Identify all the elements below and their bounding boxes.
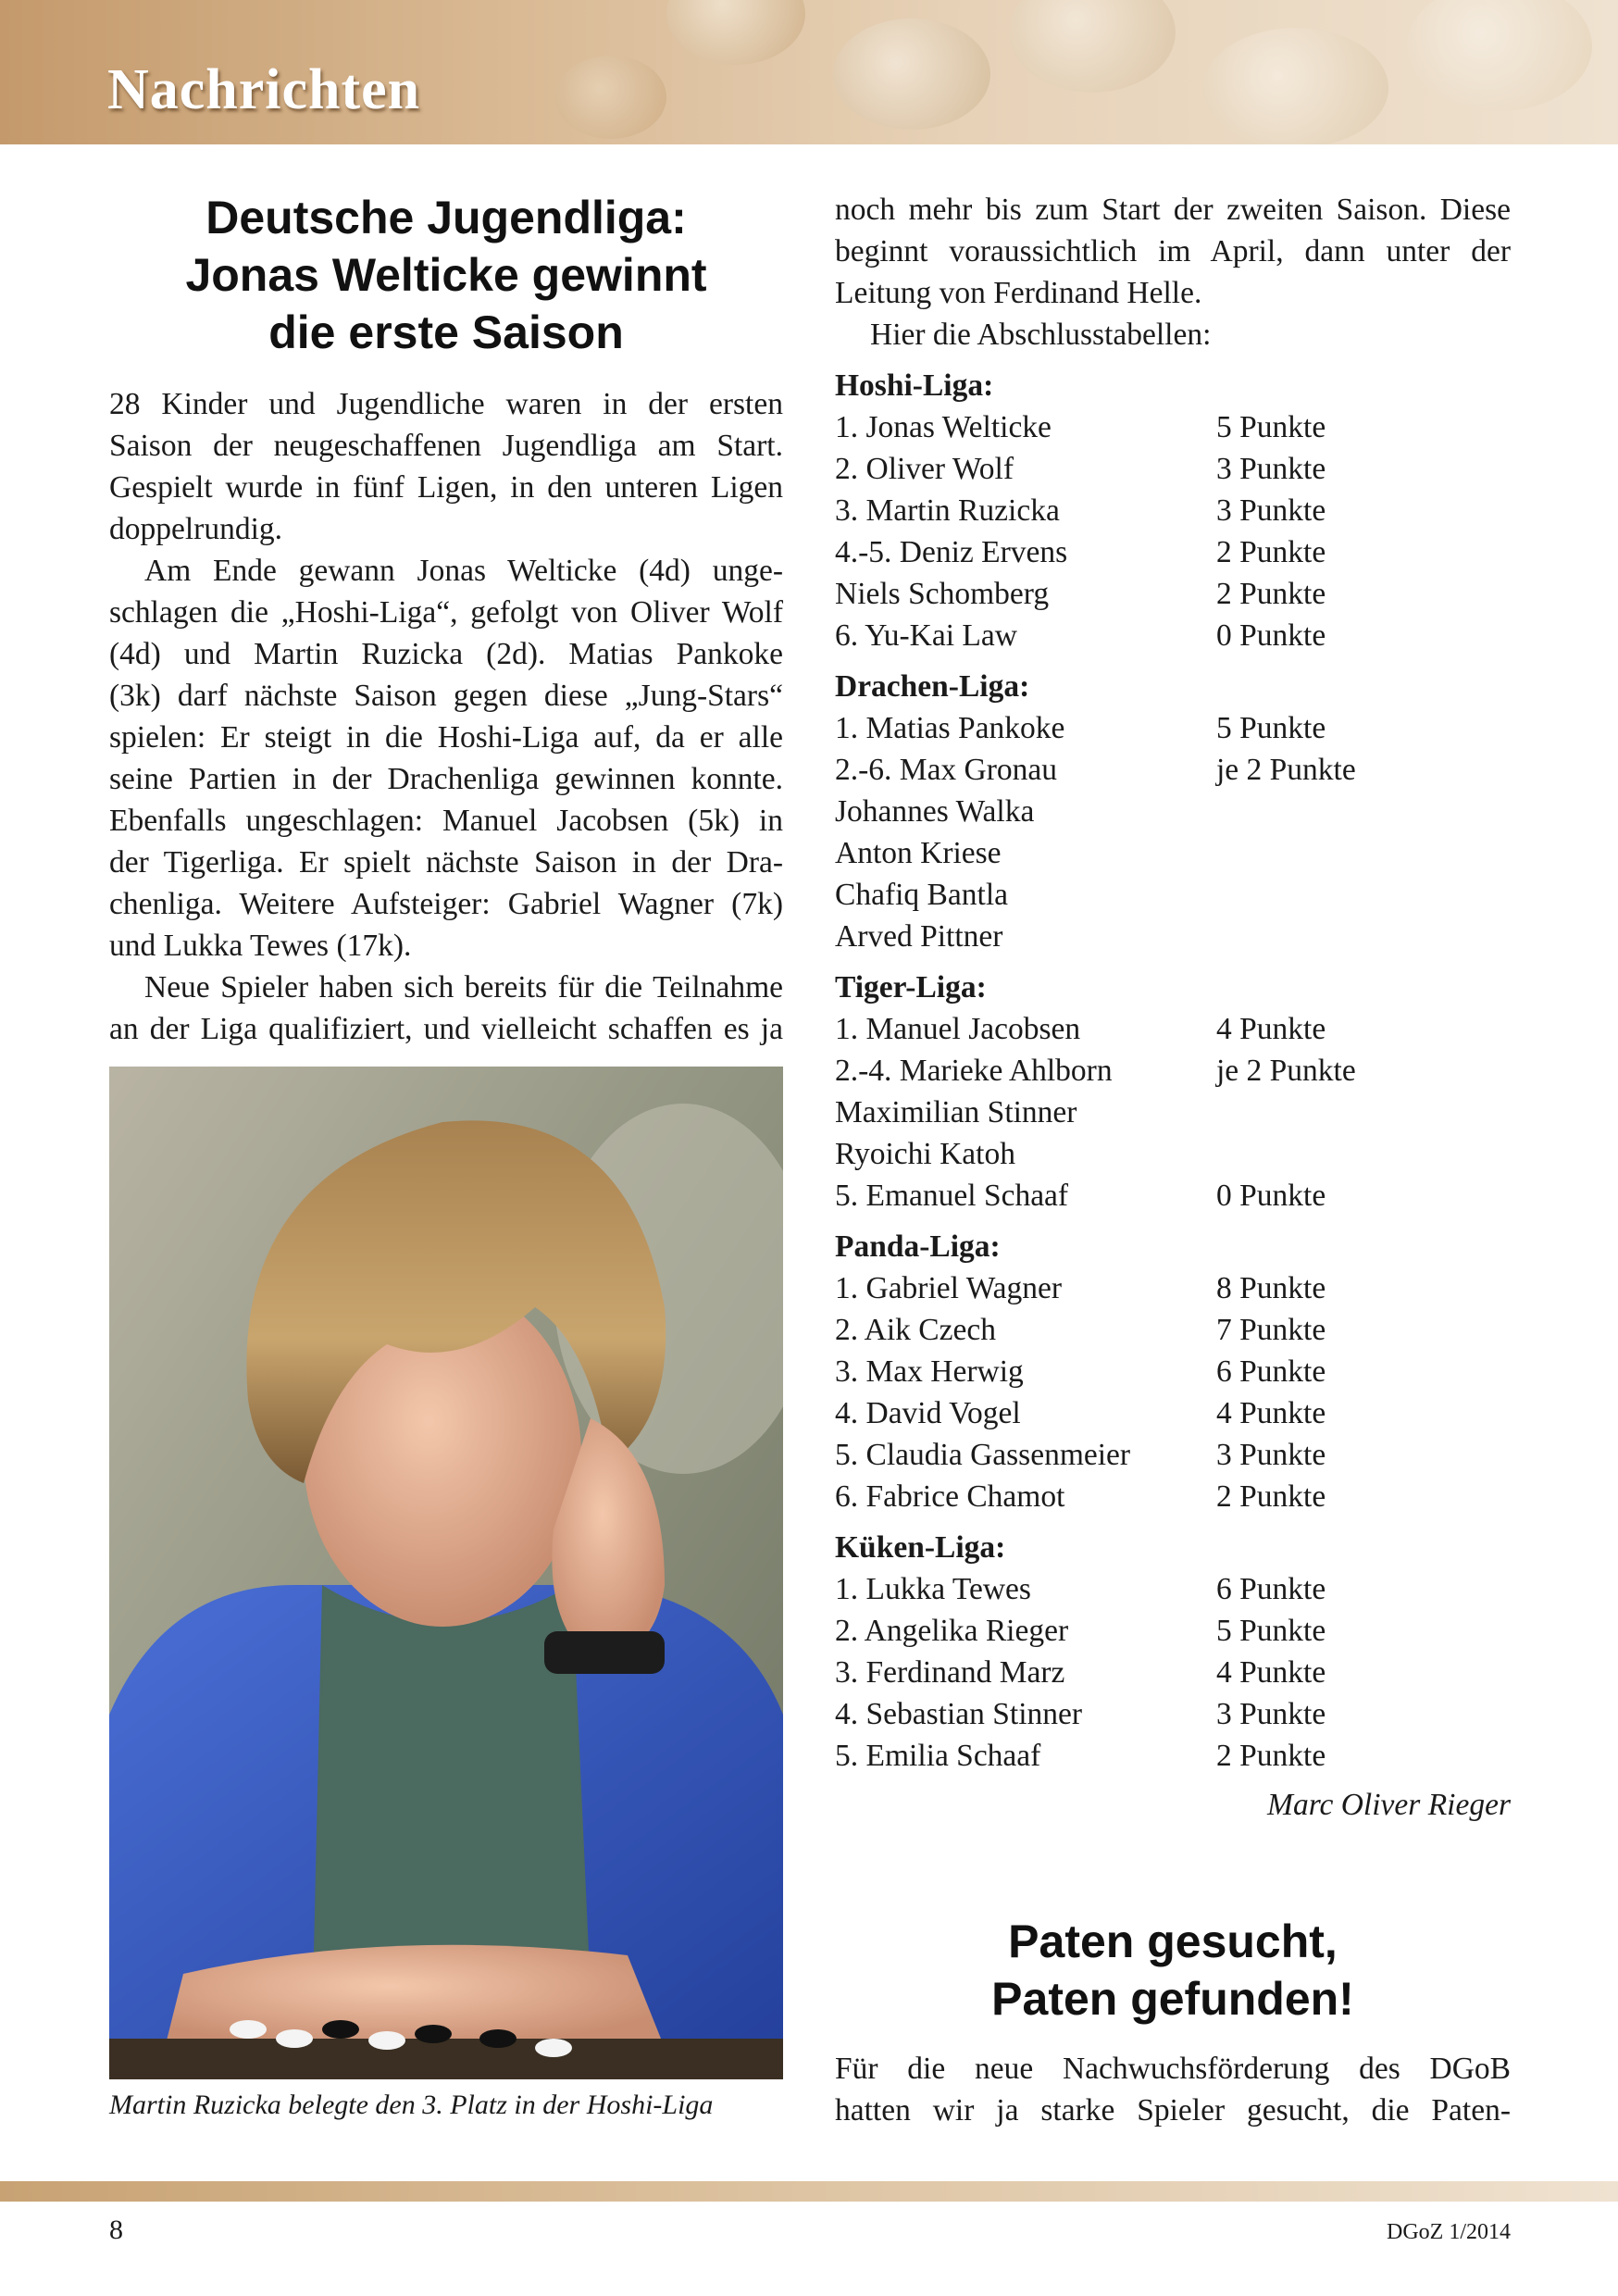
player-name: 3. Max Herwig [835,1354,1024,1389]
league-heading: Tiger-Liga: [835,970,987,1004]
text-line: Gespielt wurde in fünf Ligen, in den unteren Ligen [109,470,783,505]
text-line: Hier die Abschlusstabellen: [870,318,1212,352]
article-body-right [835,189,1511,1826]
player-name: Anton Kriese [835,836,1002,870]
player-points: 5 Punkte [1216,711,1326,745]
player-name: Johannes Walka [835,794,1035,829]
text-line: an der Liga qualifiziert, und vielleicht schaffen es ja [109,1012,783,1046]
text-line: beginnt voraussichtlich im April, dann unter der [835,234,1511,268]
table-row [835,1652,1511,1693]
article-title-line: Deutsche Jugendliga: [205,192,687,243]
player-points: 2 Punkte [1216,577,1326,611]
article-title [109,189,783,361]
article-author: Marc Oliver Rieger [1267,1788,1511,1822]
player-points: 4 Punkte [1216,1396,1326,1430]
player-points: 6 Punkte [1216,1354,1326,1389]
player-points: 3 Punkte [1216,1438,1326,1472]
player-name: 3. Ferdinand Marz [835,1655,1065,1690]
table-row [835,1175,1511,1217]
player-points: 5 Punkte [1216,410,1326,444]
league-table [835,967,1511,1217]
player-name: 3. Martin Ruzicka [835,493,1060,528]
league-table [835,1527,1511,1777]
table-row [835,1693,1511,1735]
text-line: Ebenfalls ungeschlagen: Manuel Jacobsen (5k) in [109,804,783,838]
player-name: 1. Gabriel Wagner [835,1271,1063,1305]
player-name: 2.-4. Marieke Ahlborn [835,1054,1113,1088]
article-title-line: Jonas Welticke gewinnt [185,249,707,301]
table-row [835,791,1511,832]
player-points: 2 Punkte [1216,535,1326,569]
article2-title-line: Paten gesucht, [1008,1915,1338,1967]
league-heading: Küken-Liga: [835,1530,1006,1565]
player-name: Niels Schomberg [835,577,1050,611]
table-row [835,1392,1511,1434]
player-name: 1. Matias Pankoke [835,711,1065,745]
player-name: 5. Emilia Schaaf [835,1739,1041,1773]
player-points: 0 Punkte [1216,1179,1326,1213]
league-heading: Hoshi-Liga: [835,368,994,403]
player-points: 5 Punkte [1216,1614,1326,1648]
player-points: je 2 Punkte [1216,753,1356,787]
table-row [835,1610,1511,1652]
player-name: 1. Jonas Welticke [835,410,1052,444]
table-row [835,707,1511,749]
text-line: Für die neue Nachwuchsförderung des DGoB [835,2052,1511,2086]
table-row [835,1133,1511,1175]
league-table [835,365,1511,656]
section-header [0,0,1618,144]
table-row [835,490,1511,531]
player-points: 2 Punkte [1216,1479,1326,1514]
player-name: Ryoichi Katoh [835,1137,1015,1171]
player-name: 4.-5. Deniz Ervens [835,535,1068,569]
player-name: Maximilian Stinner [835,1095,1077,1129]
player-name: 5. Emanuel Schaaf [835,1179,1069,1213]
text-line: Leitung von Ferdinand Helle. [835,276,1202,310]
player-points: 0 Punkte [1216,618,1326,653]
text-line: (3k) darf nächste Saison gegen diese „Jung-Stars“ [109,679,783,713]
league-heading: Drachen-Liga: [835,669,1030,704]
table-row [835,1434,1511,1476]
table-row [835,1351,1511,1392]
text-line: der Tigerliga. Er spielt nächste Saison in der Dra- [109,845,783,880]
issue-label: DGoZ 1/2014 [1387,2220,1511,2244]
text-line: und Lukka Tewes (17k). [109,929,412,963]
table-row [835,1008,1511,1050]
coin-decoration [833,19,990,130]
player-points: 2 Punkte [1216,1739,1326,1773]
article-photo [109,1067,783,2079]
table-row [835,573,1511,615]
article-title-line: die erste Saison [268,306,624,358]
text-line: spielen: Er steigt in die Hoshi-Liga auf, da er alle [109,720,783,755]
photo-caption: Martin Ruzicka belegte den 3. Platz in der Hoshi-Liga [109,2090,714,2120]
text-line: Am Ende gewann Jonas Welticke (4d) unge- [144,554,783,588]
table-row [835,1267,1511,1309]
text-line: noch mehr bis zum Start der zweiten Saison. Diese [835,193,1511,227]
player-name: 2. Oliver Wolf [835,452,1014,486]
article-body-left [109,383,783,1050]
player-name: Arved Pittner [835,919,1003,954]
table-row [835,1092,1511,1133]
text-line: seine Partien in der Drachenliga gewinnen konnte. [109,762,783,796]
article2-title-line: Paten gefunden! [991,1973,1354,2025]
coin-decoration [555,56,666,139]
player-name: 4. David Vogel [835,1396,1021,1430]
section-title: Nachrichten [107,58,421,121]
player-name: 5. Claudia Gassenmeier [835,1438,1131,1472]
table-row [835,531,1511,573]
player-points: 4 Punkte [1216,1655,1326,1690]
player-name: 6. Yu-Kai Law [835,618,1017,653]
text-line: Saison der neugeschaffenen Jugendliga am Start. [109,429,783,463]
player-points: 3 Punkte [1216,493,1326,528]
coin-decoration [1203,28,1388,144]
player-name: 6. Fabrice Chamot [835,1479,1065,1514]
player-points: 4 Punkte [1216,1012,1326,1046]
player-points: 8 Punkte [1216,1271,1326,1305]
player-points: 3 Punkte [1216,452,1326,486]
photo-illustration [109,1067,783,2079]
table-row [835,916,1511,957]
table-row [835,615,1511,656]
league-table [835,666,1511,957]
page-number: 8 [109,2215,123,2245]
league-table [835,1226,1511,1517]
player-name: 2. Angelika Rieger [835,1614,1069,1648]
table-row [835,1568,1511,1610]
article2-body [835,2048,1511,2131]
player-points: 3 Punkte [1216,1697,1326,1731]
table-row [835,1309,1511,1351]
league-heading: Panda-Liga: [835,1229,1001,1264]
player-name: Chafiq Bantla [835,878,1008,912]
table-row [835,406,1511,448]
table-row [835,1476,1511,1517]
coin-decoration [1407,0,1592,111]
text-line: doppelrundig. [109,512,283,546]
table-row [835,1050,1511,1092]
table-row [835,832,1511,874]
text-line: (4d) und Martin Ruzicka (2d). Matias Pankoke [109,637,783,671]
text-line: Neue Spieler haben sich bereits für die Teilnahme [144,970,783,1004]
table-row [835,874,1511,916]
player-name: 1. Lukka Tewes [835,1572,1031,1606]
footer-band [0,2181,1618,2202]
table-row [835,1735,1511,1777]
text-line: chenliga. Weitere Aufsteiger: Gabriel Wagner (7k) [109,887,783,921]
coin-decoration [1009,0,1176,93]
player-points: 7 Punkte [1216,1313,1326,1347]
coin-decoration [666,0,805,65]
article2-title [835,1913,1511,2028]
player-points: je 2 Punkte [1216,1054,1356,1088]
table-row [835,749,1511,791]
player-name: 4. Sebastian Stinner [835,1697,1083,1731]
player-points: 6 Punkte [1216,1572,1326,1606]
player-name: 2. Aik Czech [835,1313,996,1347]
text-line: 28 Kinder und Jugendliche waren in der ersten [109,387,783,421]
text-line: hatten wir ja starke Spieler gesucht, die Paten- [835,2093,1511,2128]
player-name: 1. Manuel Jacobsen [835,1012,1081,1046]
text-line: schlagen die „Hoshi-Liga“, gefolgt von Oliver Wolf [109,595,783,630]
table-row [835,448,1511,490]
player-name: 2.-6. Max Gronau [835,753,1058,787]
